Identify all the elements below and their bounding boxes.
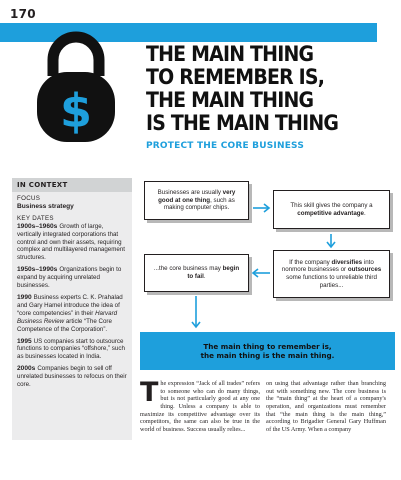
flow-text: If the company — [289, 258, 332, 266]
quote-line: The main thing to remember is, — [203, 342, 332, 351]
headline-line: TO REMEMBER IS, — [146, 65, 325, 90]
key-dates-label: KEY DATES — [17, 214, 54, 222]
date-text-italic: Harvard Business Review — [17, 309, 118, 325]
date-entry — [17, 266, 127, 290]
flow-text-bold: competitive advantage — [297, 209, 364, 217]
page-number: 170 — [10, 7, 36, 21]
flow-text: Businesses are usually — [157, 189, 223, 197]
date-year: 1950s–1990s — [17, 266, 58, 274]
date-year: 2000s — [17, 365, 36, 373]
flow-text: This skill gives the company a — [290, 201, 373, 209]
flow-text-bold: very good at one thing — [158, 189, 236, 204]
date-text: Companies begin to sell off unrelated businesses to refocus on their core. — [17, 365, 127, 389]
in-context-sidebar — [12, 178, 132, 440]
svg-text:$: $ — [59, 84, 93, 138]
flow-text: into nonmore businesses or — [281, 258, 374, 274]
date-year: 1995 — [17, 337, 32, 345]
date-year: 1990 — [17, 293, 32, 301]
date-entry — [17, 365, 127, 389]
flow-text: some functions to unreliable third parties... — [286, 274, 377, 289]
body-column-2 — [266, 380, 386, 472]
headline-line: IS THE MAIN THING — [146, 111, 339, 136]
body-text: on using that advantage rather than branching out with something new. The core business is the “main thing” at the heart of a company's operation, and organizations must remember that “the main thing is the main thing,” according to Brigadier General Gary Huffman of the US Army. When a company — [266, 380, 386, 433]
date-text: article “The Core Competence of the Corporation”. — [17, 317, 112, 333]
headline-line: THE MAIN THING — [146, 42, 314, 67]
date-text: Growth of large, vertically integrated corporations that control and own their assets, requiring complex and multilayered management structures. — [17, 222, 125, 262]
page-subtitle: PROTECT THE CORE BUSINESS — [146, 141, 304, 151]
date-entry — [17, 338, 127, 362]
flow-text-bold: diversifies — [331, 258, 363, 266]
flow-text-bold: outsources — [347, 266, 382, 274]
body-column-1 — [140, 380, 260, 472]
flow-text: . — [363, 209, 366, 217]
padlock-dollar-icon — [31, 30, 121, 144]
flow-arrows — [140, 176, 395, 336]
context-heading: IN CONTEXT — [12, 178, 132, 192]
date-text: US companies start to outsource functions to companies “offshore,” such as businesses located in India. — [17, 337, 125, 361]
flow-text: , such as making computer chips. — [163, 196, 235, 212]
flow-text-bold: begin to fail — [187, 265, 240, 280]
pull-quote — [140, 332, 395, 370]
headline-line: THE MAIN THING — [146, 88, 314, 113]
focus-value: Business strategy — [17, 202, 74, 210]
quote-line: the main thing is the main thing. — [200, 351, 335, 360]
focus-label: FOCUS — [17, 195, 41, 202]
date-entry — [17, 223, 127, 263]
drop-cap: T — [140, 380, 159, 408]
flow-text: . — [203, 273, 206, 280]
page-headline — [146, 43, 366, 135]
body-text: he expression “Jack of all trades” refers to someone who can do many things, but is not particularly good at any one thing. Unless a company is able to maximize its competitive advantage over its competitors, the same can also be true in the world of business. Success usually relies... — [140, 380, 260, 433]
date-text: Organizations begin to expand by acquiring unrelated businesses. — [17, 266, 122, 290]
flow-text: ...the core business may — [153, 265, 223, 273]
date-year: 1900s–1960s — [17, 222, 58, 230]
date-text: Business experts C. K. Prahalad and Gary Hamel introduce the idea of “core competencies” in their — [17, 293, 123, 317]
date-entry — [17, 294, 127, 334]
